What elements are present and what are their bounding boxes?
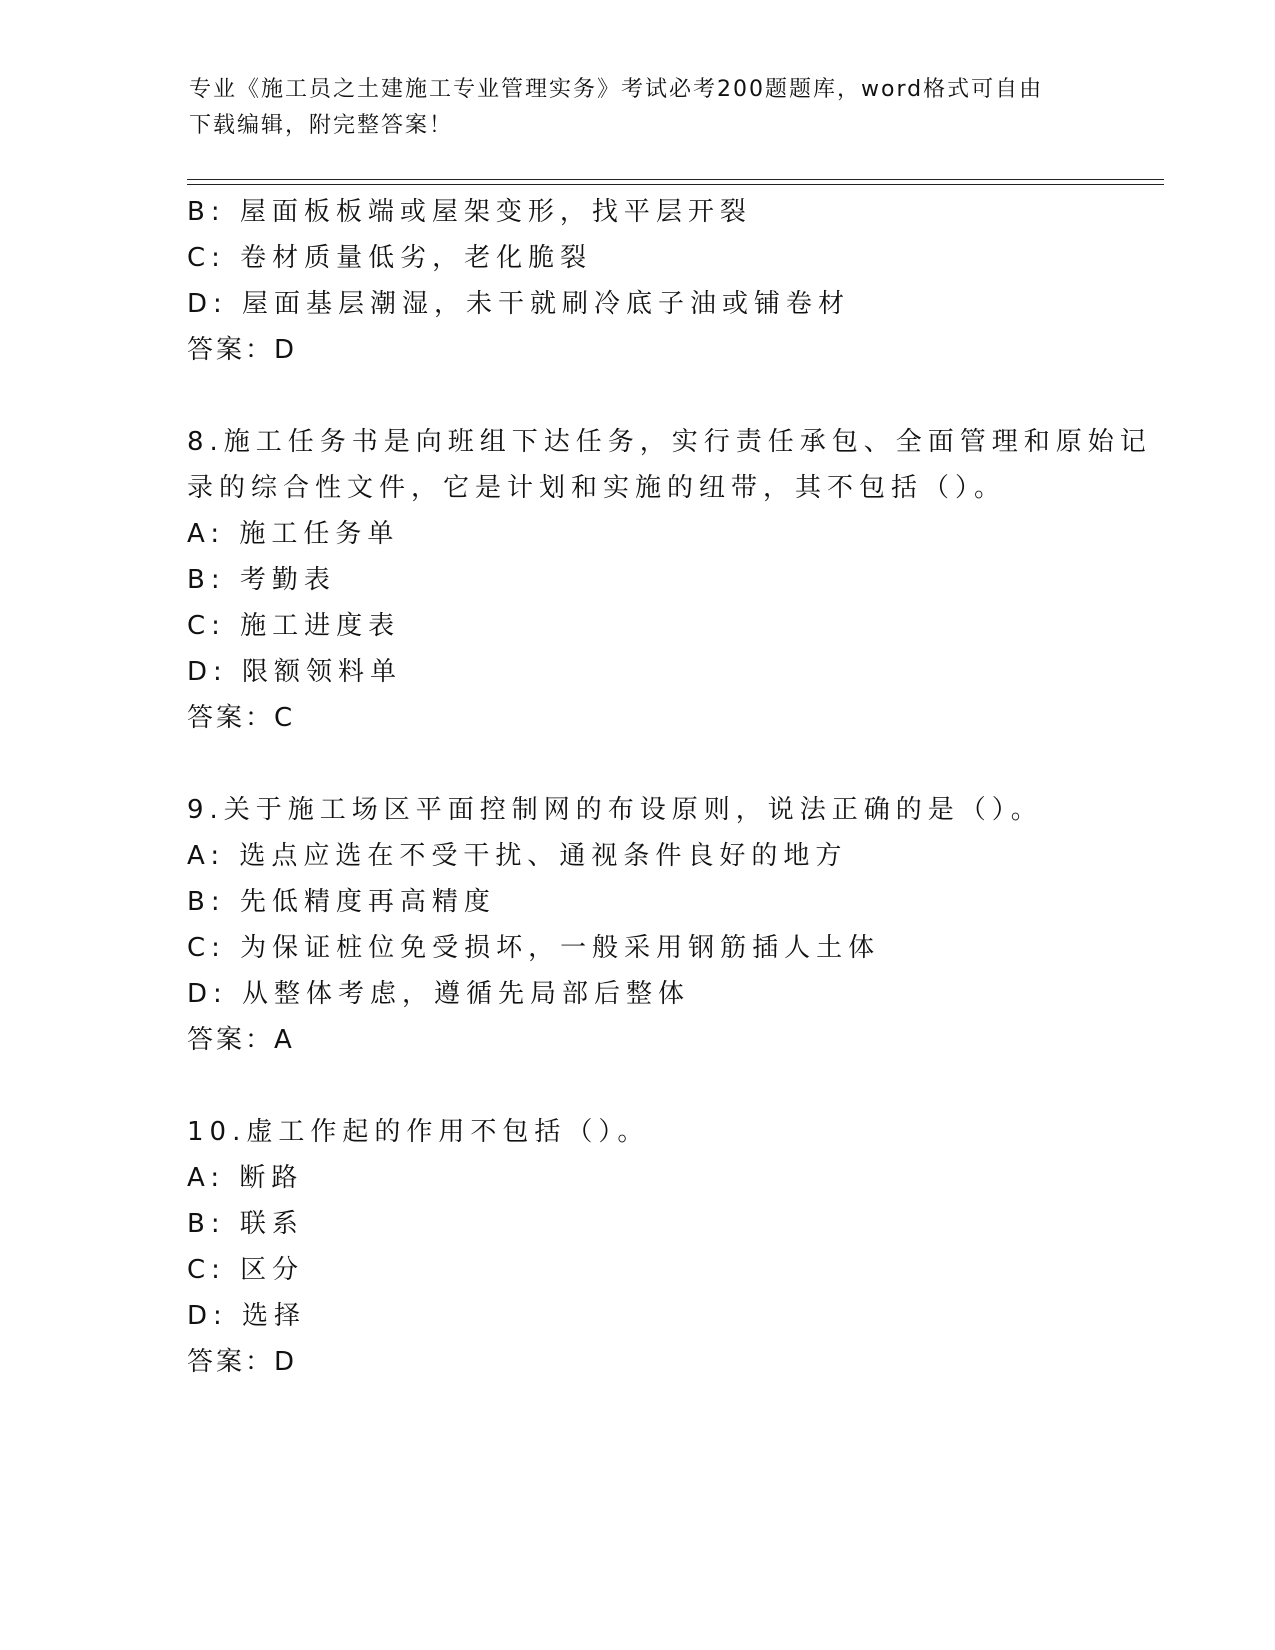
option-d: D: 限额领料单 — [187, 657, 403, 687]
question-8 — [187, 419, 1152, 741]
option-c: C: 区分 — [187, 1255, 305, 1285]
header-divider-top — [187, 179, 1164, 180]
question-stem-line-1: 8.施工任务书是向班组下达任务，实行责任承包、全面管理和原始记 — [187, 427, 1152, 457]
option-c: C: 为保证桩位免受损坏，一般采用钢筋插人土体 — [187, 933, 881, 963]
question-9 — [187, 787, 1087, 1063]
option-b: B: 联系 — [187, 1209, 304, 1239]
option-c: C: 卷材质量低劣，老化脆裂 — [187, 243, 593, 273]
header-divider-bottom — [187, 184, 1164, 185]
question-stem-line-2: 录的综合性文件，它是计划和实施的纽带，其不包括（）。 — [187, 473, 1007, 503]
answer: 答案：D — [187, 1347, 298, 1377]
option-a: A: 施工任务单 — [187, 519, 400, 549]
option-a: A: 选点应选在不受干扰、通视条件良好的地方 — [187, 841, 848, 871]
answer: 答案：A — [187, 1025, 295, 1055]
question-list — [187, 189, 1152, 1385]
option-b: B: 考勤表 — [187, 565, 336, 595]
question-stem-line-1: 9.关于施工场区平面控制网的布设原则，说法正确的是（）。 — [187, 795, 1043, 825]
option-b: B: 屋面板板端或屋架变形，找平层开裂 — [187, 197, 752, 227]
option-b: B: 先低精度再高精度 — [187, 887, 496, 917]
option-a: A: 断路 — [187, 1163, 304, 1193]
option-d: D: 从整体考虑，遵循先局部后整体 — [187, 979, 691, 1009]
question-7-continued — [187, 189, 1087, 373]
document-header — [189, 72, 1089, 144]
answer: 答案：C — [187, 703, 296, 733]
option-d: D: 选择 — [187, 1301, 307, 1331]
option-c: C: 施工进度表 — [187, 611, 401, 641]
option-d: D: 屋面基层潮湿，未干就刷冷底子油或铺卷材 — [187, 289, 851, 319]
answer: 答案：D — [187, 335, 298, 365]
question-stem-line-1: 10.虚工作起的作用不包括（）。 — [187, 1117, 650, 1147]
header-line-1: 专业《施工员之土建施工专业管理实务》考试必考200题题库，word格式可自由 — [189, 77, 1044, 102]
question-10 — [187, 1109, 1087, 1385]
header-line-2: 下载编辑，附完整答案！ — [189, 113, 454, 138]
